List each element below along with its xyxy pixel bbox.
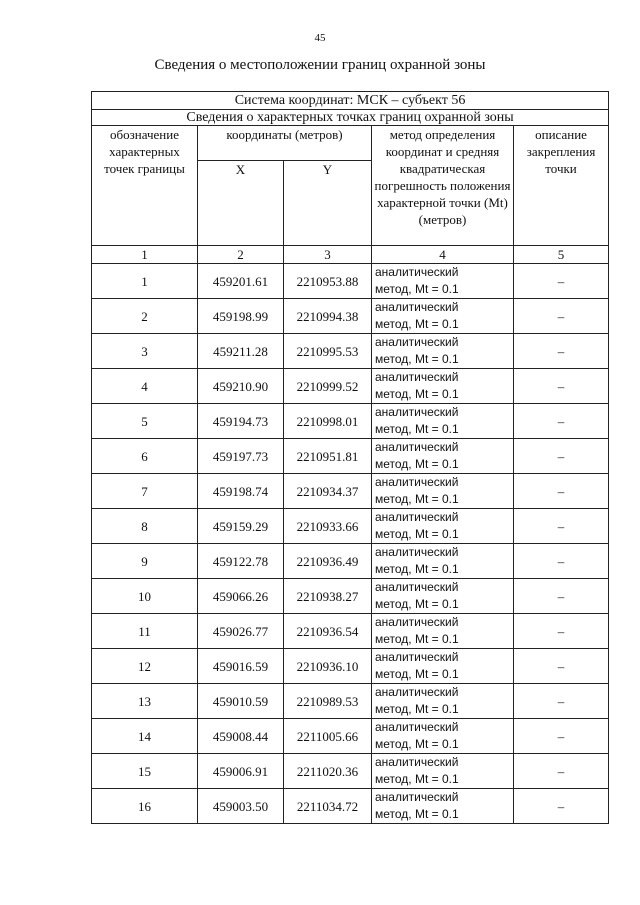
x-coordinate-cell: 459003.50 <box>198 789 284 824</box>
table-row <box>92 334 609 369</box>
point-number-cell: 11 <box>92 614 198 649</box>
description-cell: – <box>514 404 609 439</box>
table-row <box>92 544 609 579</box>
method-text: аналитический <box>375 615 459 629</box>
table-row <box>92 264 609 299</box>
method-cell <box>372 299 514 334</box>
method-text: метод, Mt = 0.1 <box>375 492 459 506</box>
point-number-cell: 10 <box>92 579 198 614</box>
column-number: 1 <box>92 246 198 264</box>
description-cell: – <box>514 439 609 474</box>
x-coordinate-cell: 459198.74 <box>198 474 284 509</box>
method-text: метод, Mt = 0.1 <box>375 772 459 786</box>
method-cell <box>372 754 514 789</box>
method-text: аналитический <box>375 720 459 734</box>
method-cell <box>372 334 514 369</box>
table-row <box>92 439 609 474</box>
description-cell: – <box>514 474 609 509</box>
description-cell: – <box>514 719 609 754</box>
x-coordinate-cell: 459016.59 <box>198 649 284 684</box>
description-cell: – <box>514 334 609 369</box>
method-text: метод, Mt = 0.1 <box>375 632 459 646</box>
point-number-cell: 3 <box>92 334 198 369</box>
method-text: аналитический <box>375 685 459 699</box>
method-cell <box>372 614 514 649</box>
description-cell: – <box>514 369 609 404</box>
description-cell: – <box>514 649 609 684</box>
table-row <box>92 509 609 544</box>
table-row <box>92 474 609 509</box>
method-text: аналитический <box>375 755 459 769</box>
description-cell: – <box>514 754 609 789</box>
method-text: метод, Mt = 0.1 <box>375 527 459 541</box>
method-text: метод, Mt = 0.1 <box>375 667 459 681</box>
coordinate-system-row <box>92 92 609 110</box>
method-cell <box>372 789 514 824</box>
description-cell: – <box>514 614 609 649</box>
y-coordinate-cell: 2210933.66 <box>284 509 372 544</box>
method-text: аналитический <box>375 300 459 314</box>
table-row <box>92 579 609 614</box>
x-coordinate-cell: 459008.44 <box>198 719 284 754</box>
header-row-top <box>92 126 609 161</box>
x-coordinate-cell: 459194.73 <box>198 404 284 439</box>
y-coordinate-cell: 2210995.53 <box>284 334 372 369</box>
method-header: метод определения координат и средняя квадратическая погрешность положения характерной точки (Mt) (метров) <box>372 126 514 246</box>
table-row <box>92 299 609 334</box>
point-number-cell: 15 <box>92 754 198 789</box>
method-cell <box>372 719 514 754</box>
y-coordinate-cell: 2210989.53 <box>284 684 372 719</box>
point-number-cell: 13 <box>92 684 198 719</box>
point-number-cell: 5 <box>92 404 198 439</box>
y-coordinate-cell: 2210999.52 <box>284 369 372 404</box>
table-row <box>92 684 609 719</box>
column-number: 2 <box>198 246 284 264</box>
point-number-cell: 4 <box>92 369 198 404</box>
point-number-cell: 9 <box>92 544 198 579</box>
method-text: метод, Mt = 0.1 <box>375 422 459 436</box>
method-text: метод, Mt = 0.1 <box>375 387 459 401</box>
point-number-cell: 16 <box>92 789 198 824</box>
x-coordinate-cell: 459026.77 <box>198 614 284 649</box>
method-cell <box>372 684 514 719</box>
y-coordinate-cell: 2210936.54 <box>284 614 372 649</box>
y-coordinate-cell: 2210938.27 <box>284 579 372 614</box>
point-number-cell: 14 <box>92 719 198 754</box>
method-text: аналитический <box>375 405 459 419</box>
y-coordinate-cell: 2211020.36 <box>284 754 372 789</box>
method-cell <box>372 439 514 474</box>
designation-header: обозначение характерных точек границы <box>92 126 198 246</box>
table-row <box>92 369 609 404</box>
method-cell <box>372 404 514 439</box>
x-coordinate-cell: 459006.91 <box>198 754 284 789</box>
point-number-cell: 6 <box>92 439 198 474</box>
x-coordinate-cell: 459159.29 <box>198 509 284 544</box>
description-cell: – <box>514 509 609 544</box>
description-header: описание закрепления точки <box>514 126 609 246</box>
x-coordinate-cell: 459066.26 <box>198 579 284 614</box>
method-cell <box>372 264 514 299</box>
table-row <box>92 789 609 824</box>
method-text: аналитический <box>375 440 459 454</box>
description-cell: – <box>514 299 609 334</box>
section-header: Сведения о характерных точках границ охранной зоны <box>92 110 609 126</box>
coordinate-system-header: Система координат: МСК – субъект 56 <box>92 92 609 110</box>
method-text: аналитический <box>375 580 459 594</box>
y-coordinate-cell: 2210934.37 <box>284 474 372 509</box>
method-text: аналитический <box>375 265 459 279</box>
point-number-cell: 7 <box>92 474 198 509</box>
y-header: Y <box>284 161 372 246</box>
method-text: метод, Mt = 0.1 <box>375 457 459 471</box>
method-text: метод, Mt = 0.1 <box>375 807 459 821</box>
column-number: 3 <box>284 246 372 264</box>
point-number-cell: 1 <box>92 264 198 299</box>
description-cell: – <box>514 544 609 579</box>
table-row <box>92 404 609 439</box>
x-coordinate-cell: 459122.78 <box>198 544 284 579</box>
description-cell: – <box>514 264 609 299</box>
section-row <box>92 110 609 126</box>
table-row <box>92 754 609 789</box>
method-text: аналитический <box>375 475 459 489</box>
page-number: 45 <box>314 32 326 44</box>
method-text: аналитический <box>375 370 459 384</box>
x-coordinate-cell: 459201.61 <box>198 264 284 299</box>
method-cell <box>372 474 514 509</box>
method-text: аналитический <box>375 650 459 664</box>
method-text: аналитический <box>375 510 459 524</box>
coordinates-header: координаты (метров) <box>198 126 372 161</box>
table-row <box>92 719 609 754</box>
description-cell: – <box>514 684 609 719</box>
x-coordinate-cell: 459211.28 <box>198 334 284 369</box>
method-text: метод, Mt = 0.1 <box>375 597 459 611</box>
point-number-cell: 8 <box>92 509 198 544</box>
description-cell: – <box>514 579 609 614</box>
method-cell <box>372 579 514 614</box>
method-text: метод, Mt = 0.1 <box>375 317 459 331</box>
y-coordinate-cell: 2210936.49 <box>284 544 372 579</box>
method-text: аналитический <box>375 335 459 349</box>
x-header: X <box>198 161 284 246</box>
method-text: метод, Mt = 0.1 <box>375 352 459 366</box>
column-number: 5 <box>514 246 609 264</box>
y-coordinate-cell: 2210951.81 <box>284 439 372 474</box>
point-number-cell: 12 <box>92 649 198 684</box>
method-text: метод, Mt = 0.1 <box>375 562 459 576</box>
method-text: метод, Mt = 0.1 <box>375 737 459 751</box>
method-cell <box>372 509 514 544</box>
point-number-cell: 2 <box>92 299 198 334</box>
method-text: аналитический <box>375 545 459 559</box>
y-coordinate-cell: 2210994.38 <box>284 299 372 334</box>
x-coordinate-cell: 459197.73 <box>198 439 284 474</box>
method-cell <box>372 544 514 579</box>
y-coordinate-cell: 2211005.66 <box>284 719 372 754</box>
method-text: аналитический <box>375 790 459 804</box>
method-cell <box>372 369 514 404</box>
table-row <box>92 614 609 649</box>
column-number: 4 <box>372 246 514 264</box>
x-coordinate-cell: 459210.90 <box>198 369 284 404</box>
x-coordinate-cell: 459010.59 <box>198 684 284 719</box>
column-number-row <box>92 246 609 264</box>
method-text: метод, Mt = 0.1 <box>375 282 459 296</box>
description-cell: – <box>514 789 609 824</box>
method-text: метод, Mt = 0.1 <box>375 702 459 716</box>
y-coordinate-cell: 2210998.01 <box>284 404 372 439</box>
coordinates-table <box>91 91 609 824</box>
y-coordinate-cell: 2210936.10 <box>284 649 372 684</box>
y-coordinate-cell: 2210953.88 <box>284 264 372 299</box>
method-cell <box>372 649 514 684</box>
x-coordinate-cell: 459198.99 <box>198 299 284 334</box>
table-row <box>92 649 609 684</box>
document-title: Сведения о местоположении границ охранной зоны <box>154 57 486 73</box>
y-coordinate-cell: 2211034.72 <box>284 789 372 824</box>
